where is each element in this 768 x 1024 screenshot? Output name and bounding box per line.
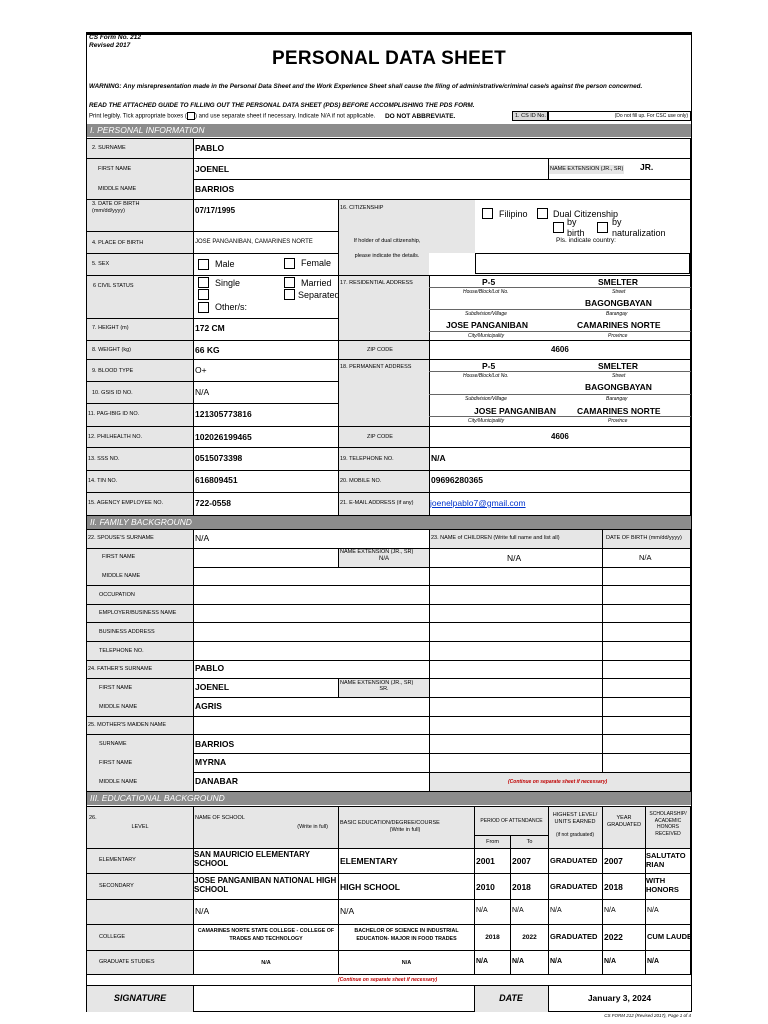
education-level-column [87,848,193,974]
perm-zip[interactable]: 4606 [551,432,569,441]
single-label: Single [215,278,241,288]
country-field[interactable] [475,253,690,274]
spouse-ext-label: NAME EXTENSION (JR., SR) [340,549,414,555]
mother-middle-value[interactable]: DANABAR [195,776,238,786]
edu-level: GRADUATE STUDIES [99,959,155,965]
school-sub-header: (Write in full) [297,824,328,830]
surname-value[interactable]: PABLO [195,143,225,153]
edu-year[interactable]: N/A [604,907,616,914]
spouse-surname-value[interactable]: N/A [195,533,210,543]
dob-value[interactable]: 07/17/1995 [195,206,236,215]
pob-value[interactable]: JOSE PANGANIBAN, CAMARINES NORTE [195,239,313,245]
date-value[interactable]: January 3, 2024 [587,993,652,1003]
married-checkbox[interactable] [284,277,295,288]
mother-surname-value[interactable]: BARRIOS [195,739,235,749]
mobile-label: 20. MOBILE NO. [340,478,382,484]
print-instruction-a: Print legibly. Tick appropriate boxes ( [89,113,187,120]
edu-level: ELEMENTARY [99,857,136,863]
section-educational-background: III. EDUCATIONAL BACKGROUND [87,792,691,805]
civil-status-label: 6 CIVIL STATUS [93,283,134,289]
edu-highest[interactable]: N/A [550,907,562,914]
edu-honors[interactable]: N/A [647,958,660,965]
widowed-checkbox[interactable] [198,289,209,300]
section-personal-info: I. PERSONAL INFORMATION [87,124,691,137]
pagibig-label: 11. PAG-IBIG ID NO. [88,411,140,417]
name-ext-value[interactable]: JR. [640,162,654,172]
occupation-label: OCCUPATION [99,592,135,598]
dual-note: If holder of dual citizenship, [353,238,421,244]
mother-middle-label: MIDDLE NAME [99,779,138,785]
father-ext-label: NAME EXTENSION (JR., SR) [340,680,414,686]
edu-level: COLLEGE [99,934,125,940]
course-header: BASIC EDUCATION/DEGREE/COURSE [340,820,440,826]
dual-citizenship-label: Dual Citizenship [553,209,619,219]
edu-year[interactable]: 2007 [604,856,623,866]
sss-label: 13. SSS NO. [88,456,120,462]
mother-first-label: FIRST NAME [99,760,133,766]
filipino-checkbox[interactable] [482,208,493,219]
edu-course[interactable]: N/A [401,960,412,966]
middle-name-label: MIDDLE NAME [98,186,137,192]
res-house[interactable]: P-5 [482,277,496,287]
telephone-label: 19. TELEPHONE NO. [340,456,394,462]
philhealth-value[interactable]: 102026199465 [195,432,252,442]
sex-label: 5. SEX [92,261,110,267]
children-name-value[interactable]: N/A [507,553,522,563]
edu-honors[interactable]: WITH HONORS [646,876,679,894]
signature-field[interactable] [194,987,473,1011]
page-title: PERSONAL DATA SHEET [271,48,507,69]
mother-surname-label: SURNAME [99,741,127,747]
perm-barangay[interactable]: BAGONGBAYAN [585,382,652,392]
from-header: From [486,839,499,845]
by-naturalization-checkbox[interactable] [597,222,608,233]
perm-house-sub: House/Block/Lot No. [463,373,509,379]
perm-zip-label: ZIP CODE [367,434,393,440]
street-sub: Street [612,289,626,295]
email-label: 21. E-MAIL ADDRESS (if any) [340,500,414,506]
perm-subdivision-sub: Subdivision/Village [465,396,507,402]
cs-id-label: 1. CS ID No. [512,111,548,121]
country-note: Pls. indicate country: [556,237,616,244]
edu-highest[interactable]: GRADUATED [550,856,598,865]
personal-mid-label-column [338,199,429,516]
blood-value[interactable]: O+ [195,365,207,375]
course-sub-header: (Write in full) [389,827,421,833]
warning-text: WARNING: Any misrepresentation made in the Personal Data Sheet and the Work Experience Sheet shall cause the filing of administrative/criminal case/s against the person concerned. [89,83,643,90]
family-continue-note: (Continue on separate sheet if necessary) [508,779,608,785]
cs-id-field[interactable]: (Do not fill up. For CSC use only) [548,111,691,121]
by-naturalization-label: by naturalization [612,217,666,238]
sss-value[interactable]: 0515073398 [195,453,243,463]
female-label: Female [301,258,332,268]
residential-label: 17. RESIDENTIAL ADDRESS [340,280,413,286]
revised-text: Revised 2017 [89,41,131,49]
dob-num: 3. [92,201,97,207]
perm-barangay-sub: Barangay [606,396,628,402]
citizenship-label: 16. CITIZENSHIP [340,205,384,211]
edu-course[interactable]: BACHELOR OF SCIENCE IN INDUSTRIAL EDUCATION- MAJOR IN FOOD TRADES [354,928,459,942]
edu-school[interactable]: CAMARINES NORTE STATE COLLEGE - COLLEGE OF TRADES AND TECHNOLOGY [197,928,335,942]
dob-label-text: DATE OF BIRTH (mm/dd/yyyy) [92,201,140,214]
edu-course[interactable]: N/A [340,906,355,916]
perm-street[interactable]: SMELTER [598,361,638,371]
edu-level: SECONDARY [99,883,134,889]
surname-label: 2. SURNAME [92,145,126,151]
dual-citizenship-checkbox[interactable] [537,208,548,219]
others-checkbox[interactable] [198,302,209,313]
male-checkbox[interactable] [198,259,209,270]
edu-to[interactable]: N/A [512,958,525,965]
children-dob-value[interactable]: N/A [639,553,652,562]
house-sub: House/Block/Lot No. [463,289,509,295]
edu-honors[interactable]: N/A [647,907,659,914]
school-header: NAME OF SCHOOL [195,815,245,821]
weight-value[interactable]: 66 KG [195,345,220,355]
telephone-label-family: TELEPHONE NO. [99,648,144,654]
separated-label: Separated [298,290,340,300]
dual-note-2: please indicate the details. [354,253,420,259]
to-header: To [526,839,533,845]
height-label: 7. HEIGHT (m) [92,325,129,331]
first-name-value[interactable]: JOENEL [195,164,230,174]
edu-honors[interactable]: CUM LAUDE [647,932,692,941]
edu-from[interactable]: N/A [476,907,488,914]
business-address-label: BUSINESS ADDRESS [99,629,155,635]
edu-course[interactable]: ELEMENTARY [340,856,398,866]
edu-highest[interactable]: N/A [550,958,563,965]
edu-course[interactable]: HIGH SCHOOL [340,882,400,892]
level-header: LEVEL [131,824,149,830]
province-sub: Province [608,333,628,339]
tin-value[interactable]: 616809451 [195,475,238,485]
edu-year[interactable]: 2018 [604,882,623,892]
pagibig-value[interactable]: 121305773816 [195,409,252,419]
tick-box-icon [187,112,195,120]
edu-highest[interactable]: GRADUATED [550,882,598,891]
perm-province-sub: Province [608,418,628,424]
res-province[interactable]: CAMARINES NORTE [577,320,661,330]
edu-school[interactable]: SAN MAURICIO ELEMENTARY SCHOOL [194,850,310,868]
children-label: 23. NAME of CHILDREN (Write full name and list all) [431,535,560,541]
signature-label: SIGNATURE [113,993,167,1003]
tin-label: 14. TIN NO. [88,478,118,484]
edu-to[interactable]: 2007 [512,856,531,866]
perm-province[interactable]: CAMARINES NORTE [577,406,661,416]
print-instruction-b: ) and use separate sheet if necessary. Indicate N/A if not applicable. [194,113,376,120]
name-ext-label: NAME EXTENSION (JR., SR) [550,166,624,172]
do-not-abbreviate: DO NOT ABBREVIATE. [384,112,456,120]
agency-label: 15. AGENCY EMPLOYEE NO. [88,500,164,506]
weight-label: 8. WEIGHT (kg) [92,347,132,353]
email-value[interactable]: joenelpablo7@gmail.com [430,498,526,508]
edu-num: 26. [89,815,97,821]
female-checkbox[interactable] [284,258,295,269]
permanent-label: 18. PERMANENT ADDRESS [340,364,412,370]
form-number [89,34,141,49]
spouse-middle-label: MIDDLE NAME [102,573,141,579]
citizenship-shade [429,199,475,253]
children-dob-label: DATE OF BIRTH (mm/dd/yyyy) [606,535,682,541]
edu-year[interactable]: N/A [604,958,617,965]
father-middle-value[interactable]: AGRIS [195,701,222,711]
edu-school[interactable]: JOSE PANGANIBAN NATIONAL HIGH SCHOOL [194,876,337,894]
barangay-sub: Barangay [606,311,628,317]
civil-status-mask [255,276,281,302]
res-street[interactable]: SMELTER [598,277,638,287]
subdivision-sub: Subdivision/Village [465,311,507,317]
honors-header: SCHOLARSHIP/ ACADEMIC HONORS RECEIVED [649,811,687,837]
pob-label: 4. PLACE OF BIRTH [92,240,144,246]
by-birth-label: by birth [567,217,585,238]
edu-school[interactable]: N/A [195,906,210,916]
edu-from[interactable]: 2010 [476,882,495,892]
single-checkbox[interactable] [198,277,209,288]
mother-maiden-label: 25. MOTHER'S MAIDEN NAME [88,722,167,728]
father-first-label: FIRST NAME [99,685,133,691]
philhealth-label: 12. PHILHEALTH NO. [88,434,142,440]
spouse-ext-value[interactable]: N/A [378,556,389,562]
male-label: Male [215,259,235,269]
gsis-value[interactable]: N/A [195,387,210,397]
res-zip-label: ZIP CODE [367,347,393,353]
edu-highest[interactable]: GRADUATED [550,932,598,941]
edu-honors[interactable]: SALUTATORIAN [646,851,686,869]
education-continue-note: (Continue on separate sheet if necessary) [338,977,438,983]
perm-city-sub: City/Municipality [468,418,505,424]
filipino-label: Filipino [499,209,528,219]
spouse-surname-label: 22. SPOUSE'S SURNAME [88,535,154,541]
by-birth-checkbox[interactable] [553,222,564,233]
perm-house[interactable]: P-5 [482,361,496,371]
res-barangay[interactable]: BAGONGBAYAN [585,298,652,308]
agency-value[interactable]: 722-0558 [195,498,231,508]
father-surname-value[interactable]: PABLO [195,663,225,673]
period-header: PERIOD OF ATTENDANCE [480,818,543,824]
telephone-value[interactable]: N/A [431,453,446,463]
middle-name-value[interactable]: BARRIOS [195,184,235,194]
date-label: DATE [499,993,523,1003]
father-ext-value[interactable]: SR. [379,686,389,692]
gsis-label: 10. GSIS ID NO. [92,390,133,396]
res-city[interactable]: JOSE PANGANIBAN [446,320,529,330]
edu-year[interactable]: 2022 [604,932,623,942]
edu-from[interactable]: 2001 [476,856,495,866]
city-sub: City/Municipality [468,333,505,339]
edu-from[interactable]: N/A [476,958,489,965]
employer-label: EMPLOYER/BUSINESS NAME [99,610,177,616]
father-first-value[interactable]: JOENEL [195,682,230,692]
blood-label: 9. BLOOD TYPE [92,368,134,374]
form-no-text: CS Form No. 212 [89,34,142,41]
father-surname-label: 24. FATHER'S SURNAME [88,666,153,672]
father-middle-label: MIDDLE NAME [99,704,138,710]
edu-from[interactable]: 2018 [485,934,500,941]
edu-to[interactable]: N/A [512,907,524,914]
mother-first-value[interactable]: MYRNA [195,757,227,767]
others-label: Other/s: [215,302,248,312]
dob-label [92,201,152,214]
edu-school[interactable]: N/A [261,960,271,966]
top-rule [86,32,692,35]
first-name-label: FIRST NAME [98,166,132,172]
highest-header: HIGHEST LEVEL/ UNITS EARNED [552,812,598,825]
spouse-first-label: FIRST NAME [102,554,136,560]
highest-sub-header: (if not graduated) [555,832,595,838]
year-grad-header: YEAR GRADUATED [606,815,642,828]
page-note: CS FORM 212 (Revised 2017), Page 1 of 4 [604,1013,691,1018]
married-label: Married [301,278,332,288]
perm-city[interactable]: JOSE PANGANIBAN [474,406,557,416]
perm-street-sub: Street [612,373,626,379]
edu-to[interactable]: 2018 [512,882,531,892]
edu-to[interactable]: 2022 [522,934,537,941]
res-zip[interactable]: 4606 [551,345,569,354]
section-family-background: II. FAMILY BACKGROUND [87,516,691,529]
read-guide-text: READ THE ATTACHED GUIDE TO FILLING OUT THE PERSONAL DATA SHEET (PDS) BEFORE ACCOMPLISHING THE PDS FORM. [89,102,475,109]
mobile-value[interactable]: 09696280365 [431,475,484,485]
height-value[interactable]: 172 CM [195,323,225,333]
separated-checkbox[interactable] [284,289,295,300]
